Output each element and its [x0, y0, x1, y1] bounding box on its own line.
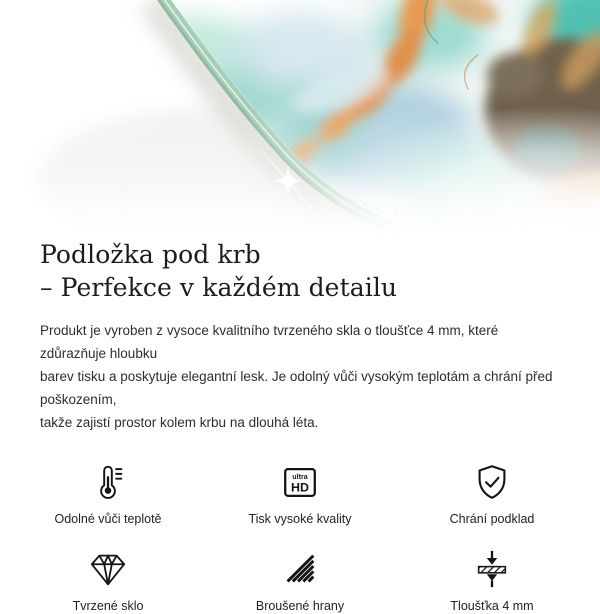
description-line: Produkt je vyroben z vysoce kvalitního tvrzeného skla o tloušťce 4 mm, které zdůrazňuje hloubku [40, 319, 560, 365]
feature-label: Tisk vysoké kvality [248, 512, 351, 527]
feature-label: Tvrzené sklo [73, 599, 144, 614]
feature-heat-resistant [12, 460, 204, 527]
thickness-icon [471, 547, 513, 591]
ultra-hd-icon [279, 460, 321, 504]
feature-grid [12, 460, 588, 614]
description-line: barev tisku a poskytuje elegantní lesk. Je odolný vůči vysokým teplotám a chrání před poškozením, [40, 365, 560, 411]
title-line-1: Podložka pod krb [40, 240, 261, 269]
ultra-hd-badge-bottom: HD [291, 481, 309, 495]
description-line: takže zajistí prostor kolem krbu na dlouhá léta. [40, 411, 560, 434]
feature-tempered-glass [12, 547, 204, 614]
feature-print-quality [204, 460, 396, 527]
feature-thickness [396, 547, 588, 614]
title-line-2: – Perfekce v každém detailu [40, 273, 397, 302]
shield-check-icon [471, 460, 513, 504]
beveled-edges-icon [279, 547, 321, 591]
hero-product-image [0, 0, 600, 235]
diamond-icon [87, 547, 129, 591]
feature-label: Odolné vůči teplotě [54, 512, 161, 527]
thermometer-icon [87, 460, 129, 504]
feature-label: Chrání podklad [450, 512, 535, 527]
ultra-hd-badge-top: ultra [292, 473, 309, 481]
page-title [40, 238, 560, 304]
feature-polished-edges [204, 547, 396, 614]
feature-protects-surface [396, 460, 588, 527]
feature-label: Tloušťka 4 mm [450, 599, 533, 614]
glass-pad-artwork [0, 0, 600, 235]
product-description [40, 319, 560, 434]
feature-label: Broušené hrany [256, 599, 344, 614]
